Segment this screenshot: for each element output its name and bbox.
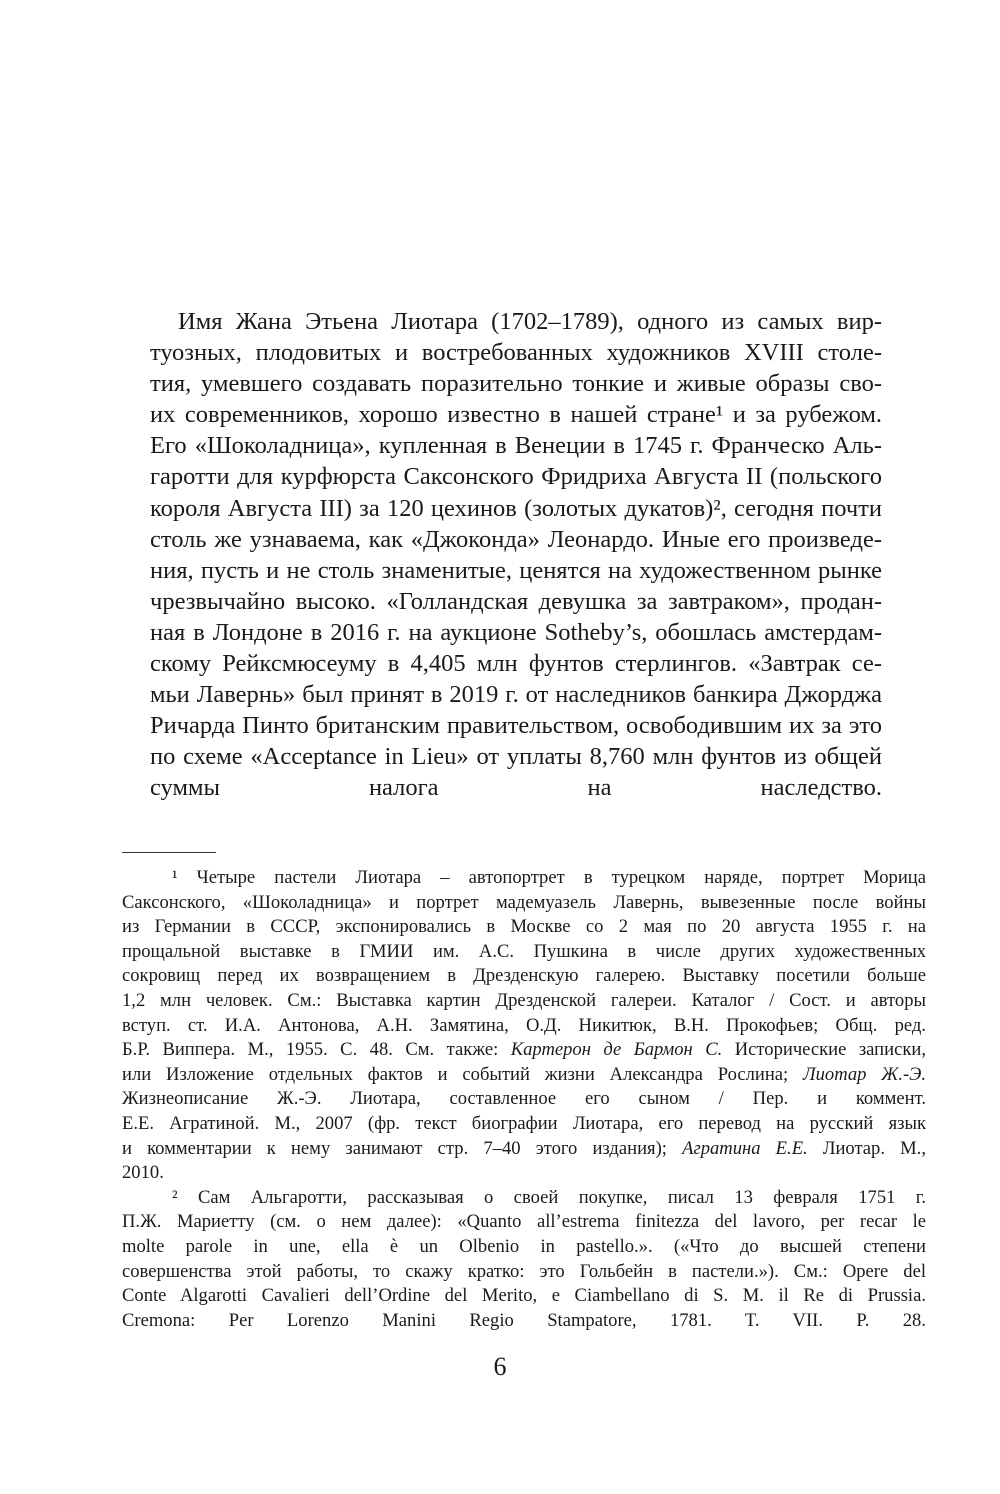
text-segment: столь же узнаваема, как «Джоконда» Леонардо. Иные его произведе- — [150, 525, 882, 553]
text-segment: П.Ж. Мариетту (см. о нем далее): «Quanto all’estrema finitezza del lavoro, per recar le — [122, 1211, 926, 1233]
text-segment: ния, пусть и не столь знаменитые, ценятся на художественном рынке — [150, 556, 882, 584]
text-line — [150, 679, 882, 710]
text-segment: суммы налога на наследство. — [150, 774, 882, 802]
text-segment: molte parole in une, ella è un Olbenio in pastello.». («Что до высшей степени — [122, 1235, 926, 1257]
text-segment: Лиотар. М., — [807, 1137, 926, 1159]
text-segment: или Изложение отдельных фактов и событий жизни Александра Рослина; — [122, 1063, 804, 1085]
text-segment: из Германии в СССР, экспонировались в Москве со 2 мая по 20 августа 1955 г. на — [122, 916, 926, 938]
text-line — [150, 493, 882, 524]
footnote-line — [122, 1210, 926, 1235]
footnote-line — [122, 1137, 926, 1162]
text-segment: скому Рейксмюсеуму в 4,405 млн фунтов стерлингов. «Завтрак се- — [150, 650, 882, 678]
text-line — [150, 648, 882, 679]
footnote-line — [122, 866, 926, 891]
text-line — [150, 617, 882, 648]
footnote-line — [122, 1014, 926, 1039]
text-line — [150, 741, 882, 772]
text-segment: ² Сам Альгаротти, рассказывая о своей покупке, писал 13 февраля 1751 г. — [172, 1186, 926, 1208]
main-paragraph — [150, 306, 882, 804]
text-line — [150, 586, 882, 617]
text-segment: прощальной выставке в ГМИИ им. А.С. Пушкина в числе других художественных — [122, 940, 926, 962]
footnote-line — [122, 1260, 926, 1285]
text-line — [150, 368, 882, 399]
text-segment: их современников, хорошо известно в нашей стране¹ и за рубежом. — [150, 401, 882, 429]
text-segment: мьи Лавернь» был принят в 2019 г. от наследников банкира Джорджа — [150, 681, 882, 709]
footnote-line — [122, 1038, 926, 1063]
text-segment: ¹ Четыре пастели Лиотара – автопортрет в турецком наряде, портрет Морица — [172, 867, 926, 888]
text-segment: Conte Algarotti Cavalieri dell’Ordine del Merito, e Ciambellano di S. M. il Re di Prussia. — [122, 1285, 926, 1307]
text-segment: Ричарда Пинто британским правительством, освободившим их за это — [150, 712, 882, 740]
text-line — [150, 337, 882, 368]
footnote-line — [122, 1309, 926, 1334]
footnote-line — [122, 1161, 926, 1186]
text-line — [150, 399, 882, 430]
text-line — [150, 710, 882, 741]
text-segment: 1,2 млн человек. См.: Выставка картин Дрезденской галереи. Каталог / Сост. и авторы — [122, 989, 926, 1011]
text-segment: Жизнеописание Ж.-Э. Лиотара, составленное его сыном / Пер. и коммент. — [122, 1088, 926, 1110]
text-segment: Cremona: Per Lorenzo Manini Regio Stampatore, 1781. T. VII. P. 28. — [122, 1309, 926, 1331]
footnote-separator — [122, 852, 216, 853]
text-line — [150, 306, 882, 337]
text-segment: совершенства этой работы, то скажу кратко: это Гольбейн в пастели.»). См.: Opere del — [122, 1260, 926, 1282]
text-segment: 2010. — [122, 1162, 164, 1184]
text-line — [150, 430, 882, 461]
text-segment: и комментарии к нему занимают стр. 7–40 этого издания); — [122, 1137, 683, 1159]
text-segment: гаротти для курфюрста Саксонского Фридриха Августа II (польского — [150, 463, 882, 491]
footnote-line — [122, 1235, 926, 1260]
footnotes — [122, 866, 926, 1333]
italic-citation: Картерон де Бармон С. — [510, 1039, 723, 1061]
text-line — [150, 524, 882, 555]
footnote-line — [122, 989, 926, 1014]
page-number: 6 — [493, 1352, 507, 1381]
footnote-1 — [122, 866, 926, 1186]
text-segment: ная в Лондоне в 2016 г. на аукционе Sotheby’s, обошлась амстердам- — [150, 618, 882, 646]
text-line — [150, 461, 882, 492]
text-segment: короля Августа III) за 120 цехинов (золотых дукатов)², сегодня почти — [150, 494, 882, 522]
text-segment: тия, умевшего создавать поразительно тонкие и живые образы сво- — [150, 370, 882, 398]
footnote-line — [122, 1112, 926, 1137]
text-segment: Исторические записки, — [722, 1039, 926, 1061]
footnote-line — [122, 1284, 926, 1309]
text-line — [150, 555, 882, 586]
text-segment: Б.Р. Виппера. М., 1955. С. 48. См. также: — [122, 1039, 511, 1061]
text-segment: Саксонского, «Шоколадница» и портрет мадемуазель Лавернь, вывезенные после войны — [122, 891, 926, 913]
italic-citation: Лиотар Ж.-Э. — [803, 1063, 926, 1085]
footnote-line — [122, 940, 926, 965]
footnote-line — [122, 915, 926, 940]
footnote-2 — [122, 1186, 926, 1334]
text-segment: Его «Шоколадница», купленная в Венеции в 1745 г. Франческо Аль- — [150, 432, 882, 460]
footnote-line — [122, 964, 926, 989]
text-segment: по схеме «Acceptance in Lieu» от уплаты 8,760 млн фунтов из общей — [150, 743, 882, 771]
italic-citation: Агратина Е.Е. — [682, 1137, 808, 1159]
footnote-line — [122, 891, 926, 916]
text-segment: туозных, плодовитых и востребованных художников XVIII столе- — [150, 339, 882, 367]
footnote-line — [122, 1087, 926, 1112]
text-segment: Е.Е. Агратиной. М., 2007 (фр. текст биографии Лиотара, его перевод на русский язык — [122, 1112, 926, 1134]
footnote-line — [122, 1186, 926, 1211]
text-line — [150, 772, 882, 803]
footnote-line — [122, 1063, 926, 1088]
text-segment: сокровищ перед их возвращением в Дрезденскую галерею. Выставку посетили больше — [122, 965, 926, 987]
text-segment: Имя Жана Этьена Лиотара (1702–1789), одного из самых вир- — [178, 308, 882, 335]
text-segment: чрезвычайно высоко. «Голландская девушка за завтраком», продан- — [150, 587, 882, 615]
text-segment: вступ. ст. И.А. Антонова, А.Н. Замятина, О.Д. Никитюк, В.Н. Прокофьев; Общ. ред. — [122, 1014, 926, 1036]
